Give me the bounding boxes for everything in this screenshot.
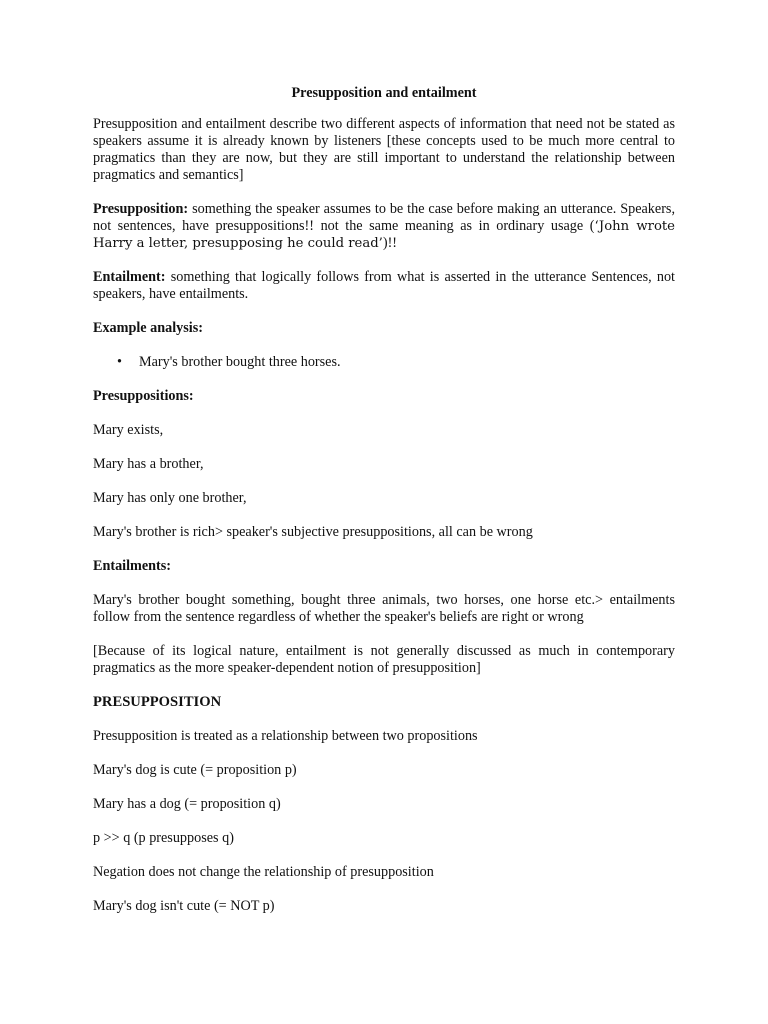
example-list xyxy=(93,354,675,371)
section-line: p >> q (p presupposes q) xyxy=(93,830,234,846)
entailments-heading: Entailments: xyxy=(93,558,172,574)
presupposition-definition xyxy=(93,201,675,252)
example-item-text: Mary's brother bought three horses. xyxy=(139,354,341,370)
presupposition-line: Mary has a brother, xyxy=(93,456,204,472)
presupposition-line: Mary's brother is rich> speaker's subjective presuppositions, all can be wrong xyxy=(93,524,533,540)
section-line: Mary's dog isn't cute (= NOT p) xyxy=(93,898,275,914)
entailment-definition xyxy=(93,269,675,303)
entailment-text: something that logically follows from what is asserted in the utterance Sentences, not speakers, have entailments. xyxy=(93,269,675,302)
presupposition-line: Mary exists, xyxy=(93,422,164,438)
presupposition-line: Mary has only one brother, xyxy=(93,490,247,506)
section-heading: PRESUPPOSITION xyxy=(93,694,222,710)
example-heading: Example analysis: xyxy=(93,320,203,336)
entailment-term: Entailment: xyxy=(93,269,166,285)
presupposition-text: something the speaker assumes to be the case before making an utterance. Speakers, not sentences, have presuppositions!! not the same meaning as in ordinary usage ( xyxy=(93,201,675,234)
entailments-paragraph: Mary's brother bought something, bought three animals, two horses, one horse etc.> entailments follow from the sentence regardless of whether the speaker's beliefs are right or wrong xyxy=(93,592,675,625)
logical-note-paragraph: [Because of its logical nature, entailment is not generally discussed as much in contemporary pragmatics as the more speaker-dependent notion of presupposition] xyxy=(93,643,675,676)
document-title: Presupposition and entailment xyxy=(291,85,477,101)
intro-paragraph: Presupposition and entailment describe two different aspects of information that need not be stated as speakers assume it is already known by listeners [these concepts used to be much more central to pragmatics than they are now, but they are still important to understand the relationship between pragmatics and semantics] xyxy=(93,116,675,183)
bullet-icon: • xyxy=(117,354,122,370)
section-line: Presupposition is treated as a relationship between two propositions xyxy=(93,728,478,744)
section-line: Mary's dog is cute (= proposition p) xyxy=(93,762,297,778)
presuppositions-heading: Presuppositions: xyxy=(93,388,194,404)
section-line: Mary has a dog (= proposition q) xyxy=(93,796,281,812)
document-page xyxy=(93,85,675,915)
list-item xyxy=(93,354,675,371)
section-line: Negation does not change the relationship of presupposition xyxy=(93,864,434,880)
presupposition-after: )!! xyxy=(382,235,398,251)
presupposition-term: Presupposition: xyxy=(93,201,189,217)
presupposition-quote: ‘John wrote Harry a letter, presupposing he could read’ xyxy=(93,219,675,251)
